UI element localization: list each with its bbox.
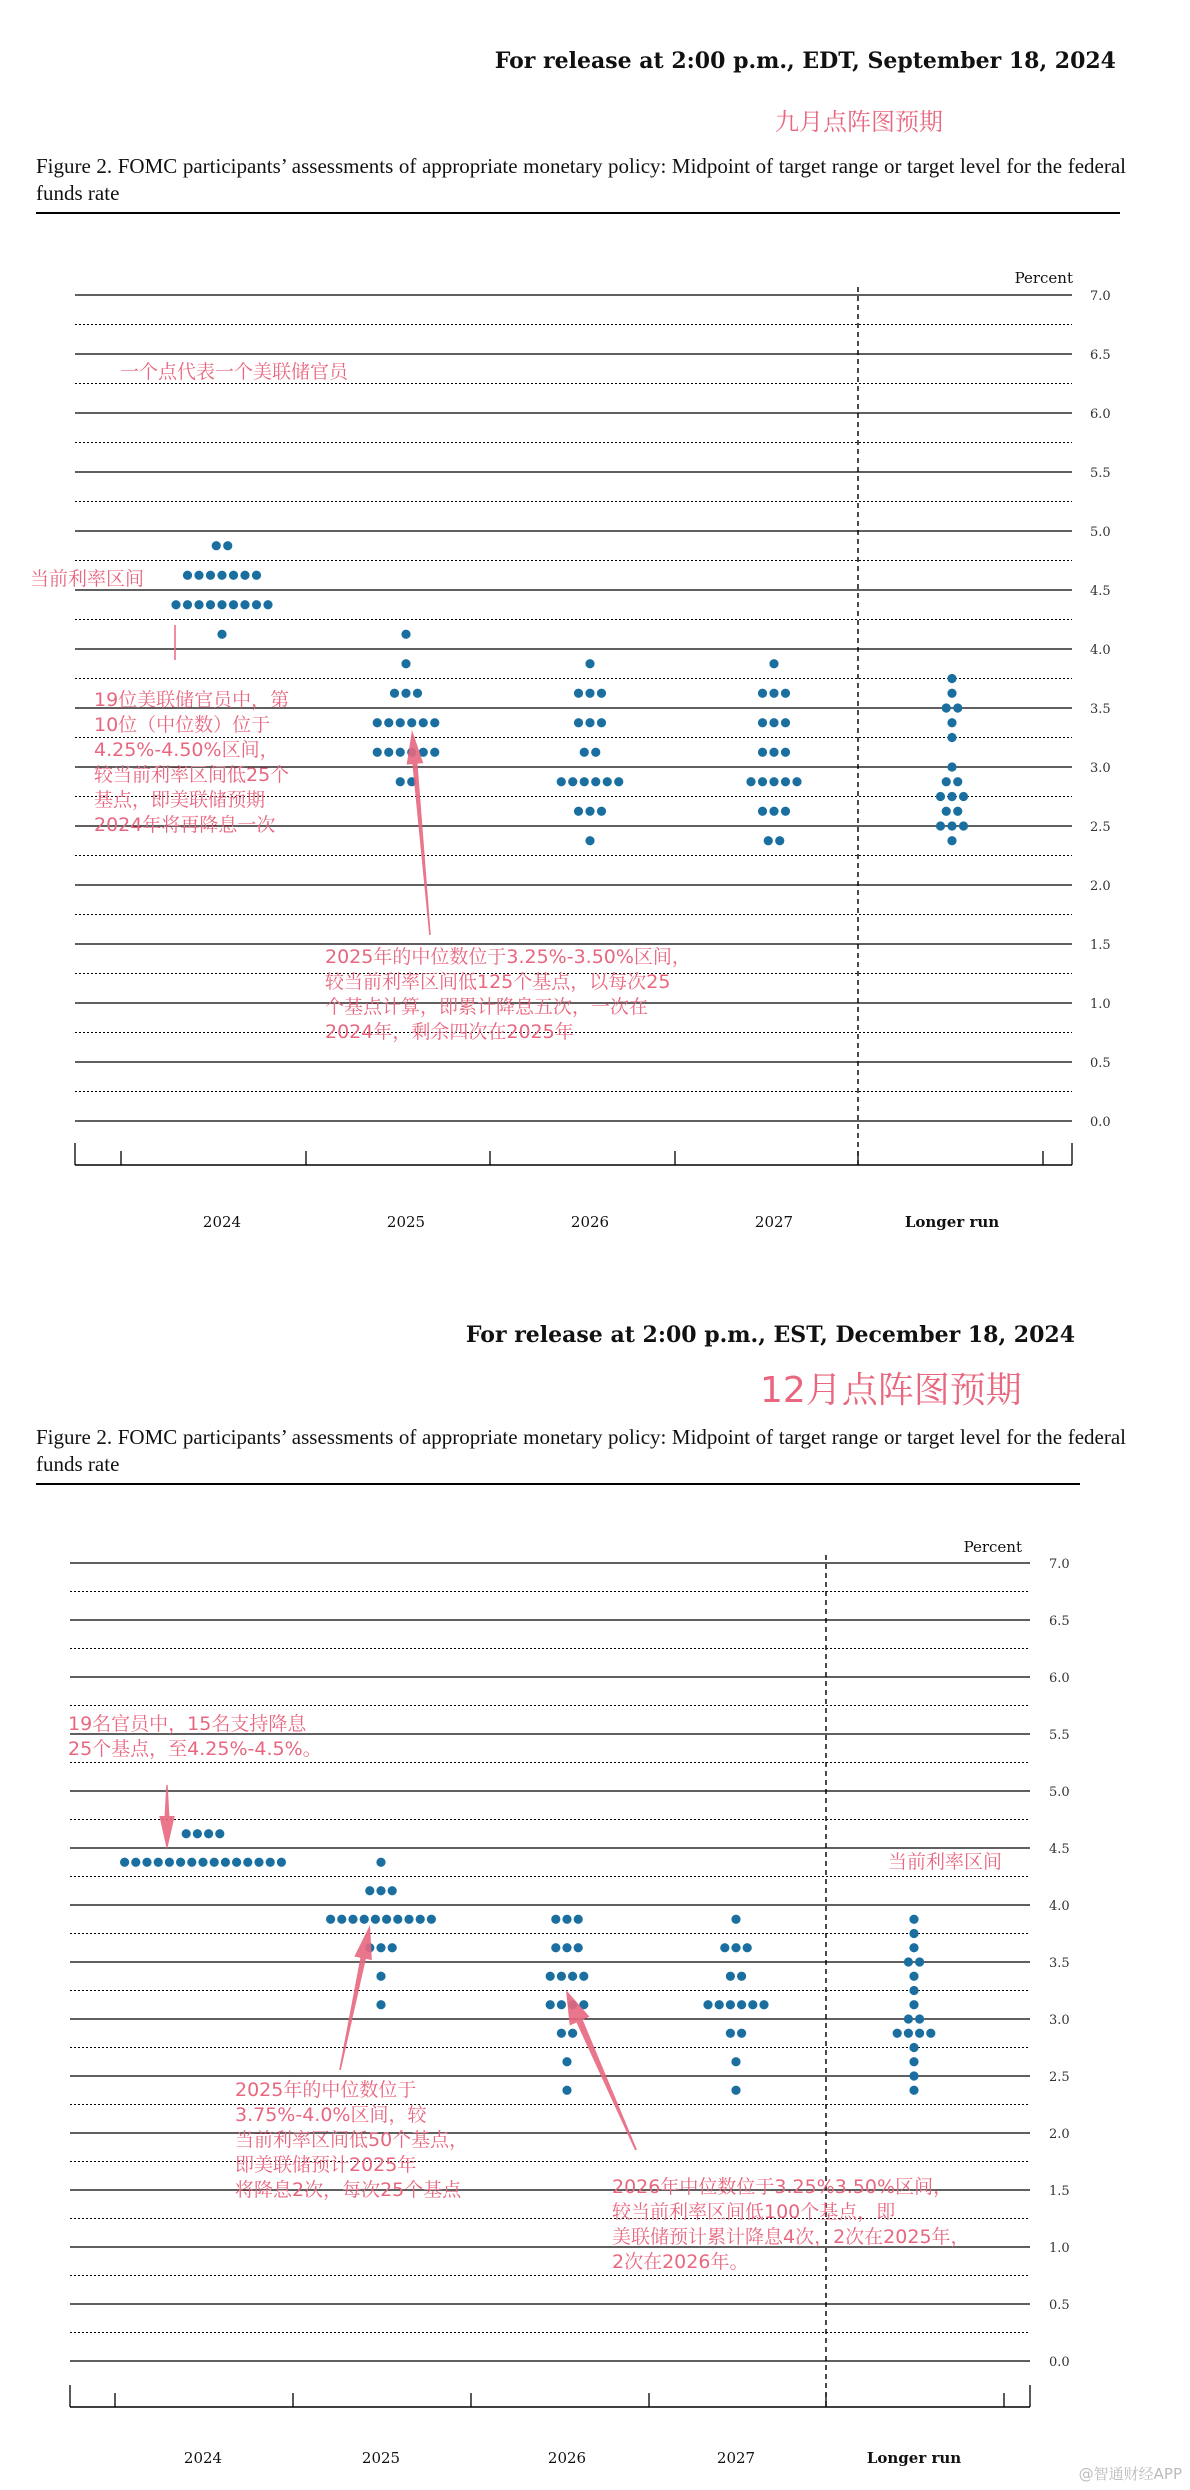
dot (904, 2014, 913, 2023)
figure-title-september: Figure 2. FOMC participants’ assessments of appropriate monetary policy: Midpoint of target range or target level for the federal funds rate (36, 154, 1126, 205)
dot (726, 1972, 735, 1981)
x-tick-label: 2026 (570, 1213, 610, 1231)
x-tick-label: Longer run (866, 2449, 962, 2467)
dot (393, 1915, 402, 1924)
dot (909, 1986, 918, 1995)
dot (568, 1972, 577, 1981)
dot (574, 1943, 583, 1952)
dot (551, 1943, 560, 1952)
y-tick-label: 1.5 (1090, 938, 1111, 953)
dot (759, 2000, 768, 2009)
y-tick-label: 6.5 (1049, 1614, 1070, 1629)
tagline-september: 九月点阵图预期 (775, 108, 943, 136)
dot (726, 2000, 735, 2009)
x-tick-label: 2027 (716, 2449, 756, 2467)
dot (715, 2000, 724, 2009)
dot (557, 2000, 566, 2009)
dot (204, 1829, 213, 1838)
dot (404, 1915, 413, 1924)
dot (726, 2029, 735, 2038)
dot (376, 1943, 385, 1952)
release-line-december: For release at 2:00 p.m., EST, December 18, 2024 (465, 1322, 1075, 1348)
y-tick-label: 3.0 (1090, 761, 1111, 776)
dot (326, 1915, 335, 1924)
dot (915, 2029, 924, 2038)
watermark: @智通财经APP (1078, 2465, 1182, 2483)
y-tick-label: 5.0 (1090, 525, 1111, 540)
dot (176, 1858, 185, 1867)
dot (154, 1858, 163, 1867)
dot (210, 1858, 219, 1867)
annotation-arrow (566, 1990, 637, 2150)
annotation-2025-median-december: 2025年的中位数位于 3.75%-4.0%区间，较 当前利率区间低50个基点， 即美联储预计2025年 将降息2次，每次25个基点 (235, 2079, 469, 2201)
y-tick-label: 1.5 (1049, 2184, 1070, 2199)
y-tick-label: 5.5 (1090, 466, 1111, 481)
y-tick-label: 7.0 (1049, 1557, 1070, 1572)
annotation-2024-median-september: 19位美联储官员中，第 10位（中位数）位于 4.25%-4.50%区间， 较当前利率区间低25个 基点，即美联储预期 2024年将再降息一次 (94, 689, 290, 836)
dot (388, 1886, 397, 1895)
dot (568, 2029, 577, 2038)
dot (266, 1858, 275, 1867)
dot (198, 1858, 207, 1867)
y-tick-label: 6.0 (1049, 1671, 1070, 1686)
dot (574, 1915, 583, 1924)
dot (703, 2000, 712, 2009)
tagline-december: 12月点阵图预期 (760, 1370, 1022, 1411)
y-tick-label: 5.0 (1049, 1785, 1070, 1800)
y-tick-label: 6.0 (1090, 407, 1111, 422)
dot (904, 1957, 913, 1966)
dot (120, 1858, 129, 1867)
figure-title-december: Figure 2. FOMC participants’ assessments of appropriate monetary policy: Midpoint of target range or target level for the federal funds rate (36, 1425, 1126, 1476)
dot (562, 1943, 571, 1952)
annotation-arrow (159, 1785, 174, 1850)
dot (131, 1858, 140, 1867)
y-tick-label: 1.0 (1090, 997, 1111, 1012)
dot (562, 2057, 571, 2066)
dot (909, 1929, 918, 1938)
y-tick-label: 4.0 (1049, 1899, 1070, 1914)
x-tick-label: 2027 (754, 1213, 794, 1231)
x-tick-label: Longer run (904, 1213, 1000, 1231)
dot (731, 2057, 740, 2066)
dot (221, 1858, 230, 1867)
dot (546, 1972, 555, 1981)
dot (337, 1915, 346, 1924)
dot (731, 1915, 740, 1924)
dot (182, 1829, 191, 1838)
dot (748, 2000, 757, 2009)
annotation-current-rate-range-september: 当前利率区间 (30, 568, 145, 590)
dot (371, 1915, 380, 1924)
annotation-one-dot-per-official: 一个点代表一个美联储官员 (120, 361, 349, 383)
y-tick-label: 4.5 (1049, 1842, 1070, 1857)
release-line-september: For release at 2:00 p.m., EDT, September 18, 2024 (494, 48, 1116, 74)
dot (731, 2086, 740, 2095)
dot (277, 1858, 286, 1867)
y-tick-label: 3.0 (1049, 2013, 1070, 2028)
y-tick-label: 0.5 (1090, 1056, 1111, 1071)
dot (909, 2086, 918, 2095)
x-tick-label: 2024 (183, 2449, 223, 2467)
annotation-15-officials-cut: 19名官员中，15名支持降息 25个基点，至4.25%-4.5%。 (68, 1713, 322, 1760)
annotation-arrow (339, 1925, 372, 2070)
dot (376, 2000, 385, 2009)
y-tick-label: 2.5 (1049, 2070, 1070, 2085)
y-tick-label: 1.0 (1049, 2241, 1070, 2256)
y-tick-label: 3.5 (1049, 1956, 1070, 1971)
dot (909, 2057, 918, 2066)
y-axis-label: Percent (963, 1538, 1022, 1556)
dot (909, 2000, 918, 2009)
dot (254, 1858, 263, 1867)
dot (926, 2029, 935, 2038)
dot (388, 1943, 397, 1952)
dot (893, 2029, 902, 2038)
dot (915, 2014, 924, 2023)
dot (142, 1858, 151, 1867)
annotation-2026-median-december: 2026年中位数位于3.25%3.50%区间， 较当前利率区间低100个基点，即 美联储预计累计降息4次，2次在2025年， 2次在2026年。 (612, 2176, 970, 2273)
dot (743, 1943, 752, 1952)
dot (376, 1972, 385, 1981)
dot (562, 2086, 571, 2095)
dot (909, 2071, 918, 2080)
dot (737, 2029, 746, 2038)
dot (557, 2029, 566, 2038)
dot (557, 1972, 566, 1981)
y-axis-label: Percent (1014, 269, 1073, 287)
y-tick-label: 0.0 (1090, 1115, 1111, 1130)
dot (909, 1915, 918, 1924)
y-tick-label: 2.0 (1049, 2127, 1070, 2142)
dot (187, 1858, 196, 1867)
dot (193, 1829, 202, 1838)
dot (348, 1915, 357, 1924)
dot (579, 1972, 588, 1981)
dot (376, 1886, 385, 1895)
dot (365, 1886, 374, 1895)
dot (546, 2000, 555, 2009)
dot (360, 1915, 369, 1924)
y-tick-label: 0.0 (1049, 2355, 1070, 2370)
dot (909, 1972, 918, 1981)
dot (737, 1972, 746, 1981)
y-tick-label: 5.5 (1049, 1728, 1070, 1743)
y-tick-label: 2.5 (1090, 820, 1111, 835)
annotation-2025-median-september: 2025年的中位数位于3.25%-3.50%区间， 较当前利率区间低125个基点，以每次25 个基点计算，即累计降息五次，一次在 2024年，剩余四次在2025年 (325, 946, 691, 1043)
y-tick-label: 7.0 (1090, 289, 1111, 304)
x-tick-label: 2025 (386, 1213, 426, 1231)
dot (551, 1915, 560, 1924)
dot (215, 1829, 224, 1838)
y-tick-label: 4.5 (1090, 584, 1111, 599)
dot (737, 2000, 746, 2009)
dot (416, 1915, 425, 1924)
y-tick-label: 3.5 (1090, 702, 1111, 717)
dot (909, 2043, 918, 2052)
y-tick-label: 2.0 (1090, 879, 1111, 894)
x-tick-label: 2026 (547, 2449, 587, 2467)
dot (720, 1943, 729, 1952)
y-tick-label: 0.5 (1049, 2298, 1070, 2313)
dot (915, 1957, 924, 1966)
y-tick-label: 4.0 (1090, 643, 1111, 658)
dot (232, 1858, 241, 1867)
dot (909, 1943, 918, 1952)
dot (376, 1858, 385, 1867)
dot (382, 1915, 391, 1924)
dot (731, 1943, 740, 1952)
dot (562, 1915, 571, 1924)
x-tick-label: 2025 (361, 2449, 401, 2467)
y-tick-label: 6.5 (1090, 348, 1111, 363)
dot (243, 1858, 252, 1867)
annotation-current-rate-range-december: 当前利率区间 (888, 1851, 1003, 1873)
dot (427, 1915, 436, 1924)
dot (904, 2029, 913, 2038)
x-tick-label: 2024 (202, 1213, 242, 1231)
dot (165, 1858, 174, 1867)
